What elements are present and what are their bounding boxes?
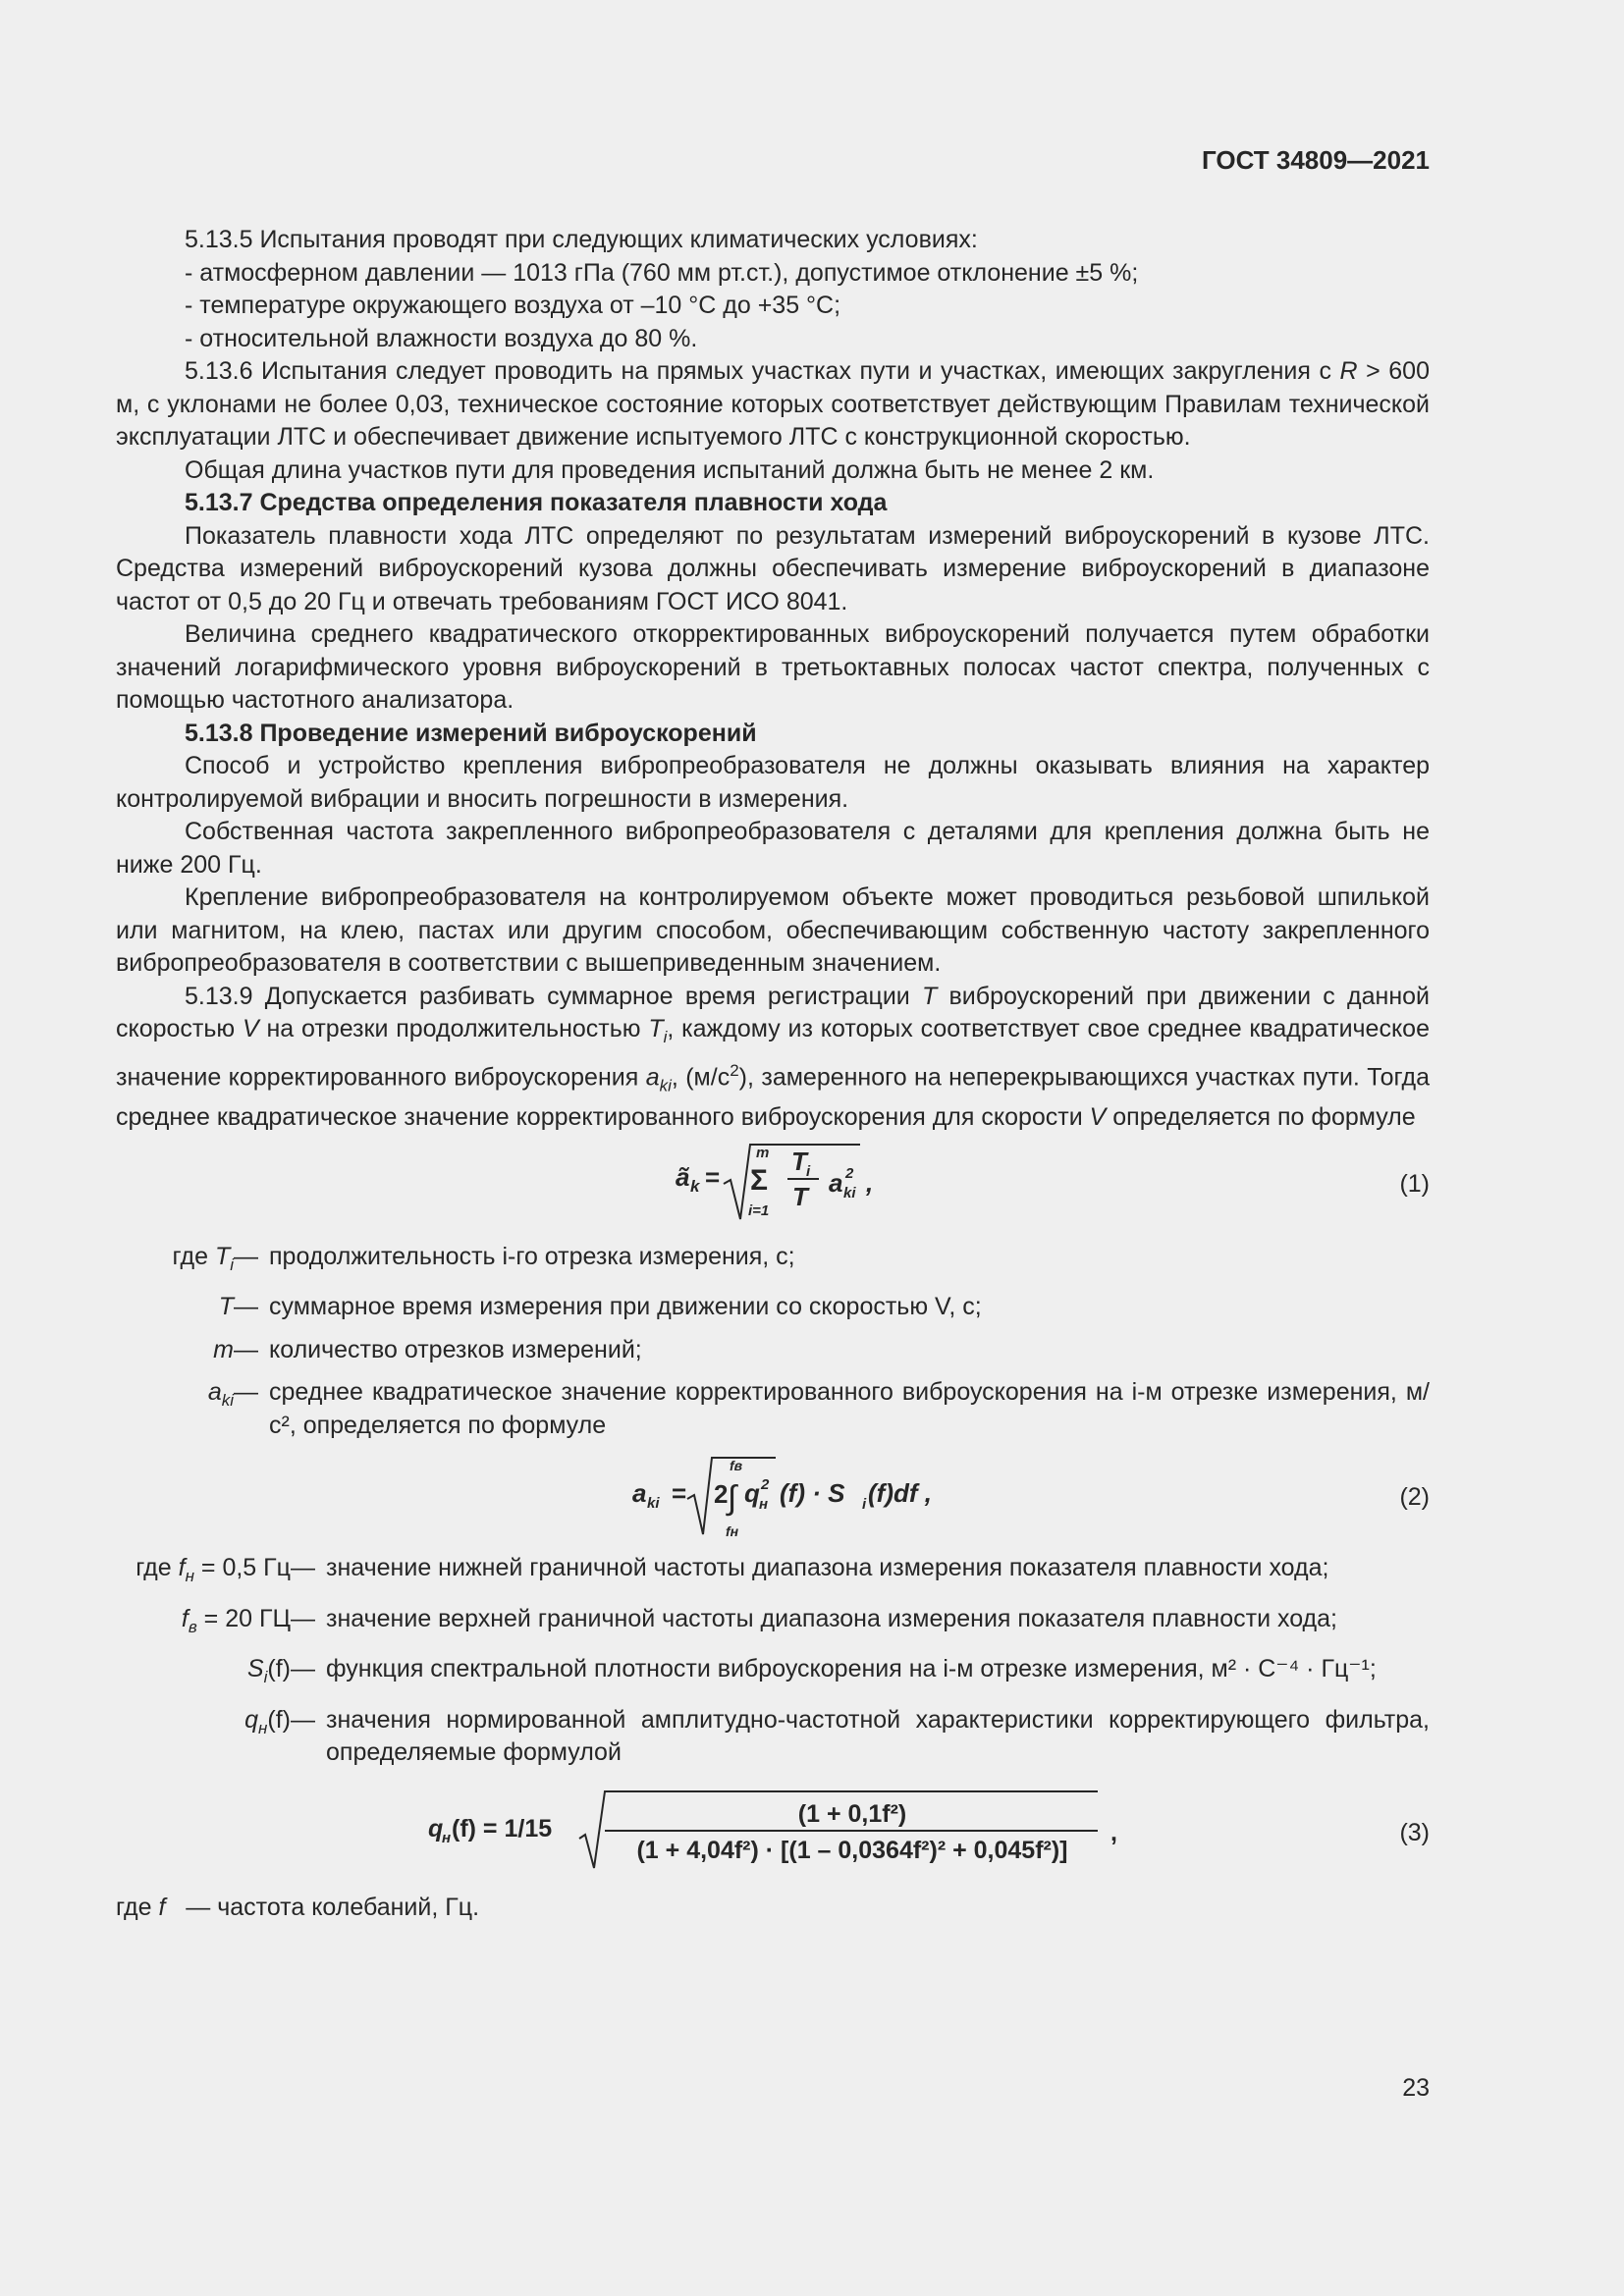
- formula-1-sum-bottom: i=1: [748, 1201, 770, 1219]
- list-item: - температуре окружающего воздуха от –10 °С до +35 °С;: [185, 292, 841, 319]
- formula-1-a-sub: ki: [843, 1184, 856, 1201]
- formula-2-lhs: a: [632, 1478, 647, 1509]
- formula-3-lhs-tail: (f) = 1/15: [452, 1814, 553, 1842]
- definition-row: [116, 1552, 1430, 1603]
- formula-2-int-top: fв: [730, 1458, 743, 1474]
- formula-3: [116, 1780, 1430, 1880]
- paragraph: Крепление вибропреобразователя на контролируемом объекте может проводиться резьбовой шпилькой или магнитом, на клею, пастах или другим способом, обеспечивающим собственную частоту закрепленного вибропреобразователя в соответствии с вышеприведенным значением.: [116, 883, 1430, 977]
- equation-number: (1): [1399, 1169, 1430, 1198]
- text-run: 5.13.6 Испытания следует проводить на прямых участках пути и участках, имеющих закругления с: [185, 357, 1331, 385]
- formula-2-graphic: [116, 1452, 1430, 1542]
- key-symbol: f: [158, 1893, 166, 1921]
- definition-dash: —: [291, 1554, 315, 1582]
- formula-2-int-bottom: fн: [726, 1523, 739, 1540]
- paragraph: Способ и устройство крепления вибропреобразователя не должны оказывать влияния на характер контролируемой вибрации и вносить погрешности в измерения.: [116, 752, 1430, 813]
- paragraph: [116, 355, 1430, 454]
- formula-2-int: ∫: [728, 1479, 737, 1518]
- formula-2-end: (f)df ,: [868, 1478, 932, 1509]
- definition-dash: —: [234, 1378, 258, 1407]
- formula-1-eq: =: [705, 1161, 721, 1192]
- formula-1-num-sub: i: [806, 1162, 811, 1180]
- definition-dash: —: [234, 1242, 258, 1270]
- definition-row: [116, 1291, 1430, 1334]
- formula-1-graphic: [116, 1135, 1430, 1231]
- text-run: T: [648, 1015, 664, 1042]
- paragraph: Показатель плавности хода ЛТС определяют по результатам измерений виброускорений в кузове ЛТС. Средства измерений виброускорений кузова должны обеспечивать измерение виброускорений в диапазоне частот от 0,5 до 20 Гц и отвечать требованиям ГОСТ ИСО 8041.: [116, 521, 1430, 615]
- formula-2-eq: =: [672, 1478, 687, 1509]
- text-run: 2: [730, 1060, 739, 1080]
- text-run: , каждому из которых соответствует свое среднее квадратическое значение корректированного виброускорения: [116, 1015, 1430, 1091]
- formula-2-q-sub: н: [759, 1496, 769, 1514]
- definition-row: [116, 1334, 1430, 1377]
- key-sub: i: [263, 1668, 268, 1687]
- text-run: на отрезки продолжительностью: [258, 1015, 649, 1042]
- equation-number: (3): [1399, 1818, 1430, 1846]
- definition-key: [116, 1653, 291, 1704]
- section-heading: 5.13.7 Средства определения показателя плавности хода: [185, 489, 888, 516]
- definition-dash: —: [291, 1604, 315, 1632]
- definition-key: m: [213, 1335, 234, 1363]
- definition-key: [116, 1704, 291, 1780]
- definition-key: T: [218, 1293, 234, 1321]
- definition-dash: —: [179, 1893, 211, 1921]
- definition-text: частота колебаний, Гц.: [217, 1893, 480, 1921]
- equation-number: (2): [1399, 1483, 1430, 1512]
- formula-1-sum-top: m: [756, 1144, 770, 1161]
- text-run: V: [242, 1015, 259, 1042]
- definition-row: [116, 1376, 1430, 1452]
- definition-dash: —: [291, 1705, 315, 1734]
- definition-text: значение верхней граничной частоты диапазона измерения показателя плавности хода;: [326, 1604, 1337, 1632]
- definition-dash: —: [234, 1335, 258, 1363]
- document-header: ГОСТ 34809—2021: [1202, 145, 1430, 175]
- key-sub: в: [188, 1617, 197, 1636]
- definition-text: продолжительность i-го отрезка измерения, с;: [269, 1242, 795, 1270]
- text-run: R: [1339, 357, 1358, 385]
- formula-1-num: T: [791, 1146, 807, 1176]
- page-number: 23: [1402, 2074, 1430, 2102]
- definition-text: среднее квадратическое значение корректированного виброускорения на i-м отрезке измерения, м/с², определяется по формуле: [269, 1378, 1430, 1439]
- key-tail: (f): [267, 1705, 291, 1734]
- formula-3-graphic: [116, 1780, 1430, 1880]
- text-run: a: [645, 1062, 660, 1091]
- paragraph: Собственная частота закрепленного вибропреобразователя с деталями для крепления должна быть не ниже 200 Гц.: [116, 818, 1430, 879]
- definition-text: значение нижней граничной частоты диапазона измерения показателя плавности хода;: [326, 1554, 1329, 1582]
- key-symbol: a: [207, 1378, 222, 1407]
- document-body: [116, 224, 1430, 1924]
- formula-2-two: 2: [714, 1479, 729, 1510]
- text-run: определяется по формуле: [1106, 1103, 1416, 1132]
- definition-row: [116, 1603, 1430, 1654]
- formula-3-lhs: q: [428, 1814, 444, 1842]
- formula-1-lhs-sub: k: [690, 1176, 700, 1196]
- key-symbol: S: [246, 1655, 264, 1683]
- formula-1-a: a: [829, 1167, 843, 1198]
- definition-dash: —: [291, 1655, 315, 1683]
- definition-row: [116, 1653, 1430, 1704]
- where-label: где: [116, 1893, 152, 1921]
- key-tail: = 0,5 Гц: [193, 1554, 291, 1582]
- paragraph: [116, 981, 1430, 1135]
- formula-3-den: (1 + 4,04f²) · [(1 – 0,0364f²)² + 0,045f²)]: [636, 1836, 1068, 1864]
- formula-2-q-sup: 2: [761, 1476, 770, 1494]
- key-sub: н: [258, 1718, 268, 1737]
- text-run: T: [922, 982, 938, 1010]
- paragraph: 5.13.5 Испытания проводят при следующих климатических условиях:: [185, 226, 978, 253]
- text-run: ki: [659, 1075, 672, 1095]
- text-run: ), замеренного на неперекрывающихся участках пути. Тогда среднее квадратическое значение корректированного виброускорения для скорости: [116, 1062, 1430, 1132]
- text-run: , (м/с: [671, 1062, 731, 1091]
- key-symbol: f: [178, 1554, 186, 1582]
- formula-1-den: T: [792, 1181, 808, 1211]
- key-sub: ki: [221, 1391, 234, 1411]
- text-run: > 600 м, с уклонами не более 0,03, техническое состояние которых соответствует действующим Правилам технической эксплуатации ЛТС и обеспечивает движение испытуемого ЛТС с конструкционной скоростью.: [116, 357, 1430, 451]
- formula-2: [116, 1452, 1430, 1542]
- formula-1-sum: Σ: [750, 1163, 769, 1197]
- list-item: - атмосферном давлении — 1013 гПа (760 мм рт.ст.), допустимое отклонение ±5 %;: [185, 258, 1139, 287]
- formula-2-mid: (f) · S: [780, 1478, 845, 1509]
- key-tail: (f): [267, 1655, 291, 1683]
- definition-text: функция спектральной плотности виброускорения на i-м отрезке измерения, м² · С⁻⁴ · Гц⁻¹;: [326, 1655, 1377, 1683]
- text-run: V: [1089, 1103, 1107, 1132]
- key-tail: = 20 ГЦ: [196, 1604, 291, 1632]
- definition-row: [116, 1241, 1430, 1292]
- formula-3-num: (1 + 0,1f²): [797, 1799, 907, 1828]
- definition-text: количество отрезков измерений;: [269, 1335, 642, 1363]
- definition-row: [116, 1892, 1430, 1925]
- formula-2-q: q: [744, 1478, 760, 1509]
- key-symbol: q: [244, 1705, 259, 1734]
- key-symbol: f: [181, 1604, 189, 1632]
- definitions-list: [116, 1552, 1430, 1780]
- text-run: виброускорений при движении с данной скоростью: [116, 982, 1430, 1042]
- key-sub: н: [185, 1567, 194, 1586]
- where-label: где: [135, 1554, 172, 1582]
- definition-dash: —: [234, 1293, 258, 1321]
- formula-1-lhs: ã: [676, 1161, 690, 1192]
- where-label: где: [172, 1242, 208, 1270]
- formula-3-tail: ,: [1110, 1818, 1117, 1846]
- definition-key: [116, 1603, 291, 1654]
- key-sub: i: [230, 1255, 234, 1274]
- formula-2-lhs-sub: ki: [647, 1495, 660, 1513]
- formula-1: [116, 1135, 1430, 1231]
- list-item: - относительной влажности воздуха до 80 %.: [185, 324, 698, 352]
- definition-key: [116, 1552, 291, 1603]
- text-run: i: [663, 1028, 668, 1046]
- definition-text: суммарное время измерения при движении со скоростью V, с;: [269, 1293, 982, 1321]
- formula-3-lhs-sub: н: [442, 1829, 452, 1846]
- formula-1-a-sup: 2: [845, 1164, 854, 1182]
- definition-key: [116, 1241, 234, 1292]
- section-heading: 5.13.8 Проведение измерений виброускорений: [185, 719, 757, 747]
- definition-key: [116, 1376, 234, 1452]
- definition-text: значения нормированной амплитудно-частотной характеристики корректирующего фильтра, определяемые формулой: [326, 1705, 1430, 1767]
- paragraph: Величина среднего квадратического откорректированных виброускорений получается путем обработки значений логарифмического уровня виброускорений в третьоктавных полосах частот спектра, полученных с помощью частотного анализатора.: [116, 620, 1430, 714]
- definitions-list: [116, 1241, 1430, 1453]
- key-symbol: T: [214, 1242, 231, 1270]
- formula-1-tail: ,: [866, 1167, 874, 1198]
- text-run: 5.13.9 Допускается разбивать суммарное время регистрации: [185, 982, 922, 1010]
- paragraph: Общая длина участков пути для проведения испытаний должна быть не менее 2 км.: [185, 455, 1155, 484]
- formula-2-s-sub: i: [862, 1496, 867, 1514]
- definition-row: [116, 1704, 1430, 1780]
